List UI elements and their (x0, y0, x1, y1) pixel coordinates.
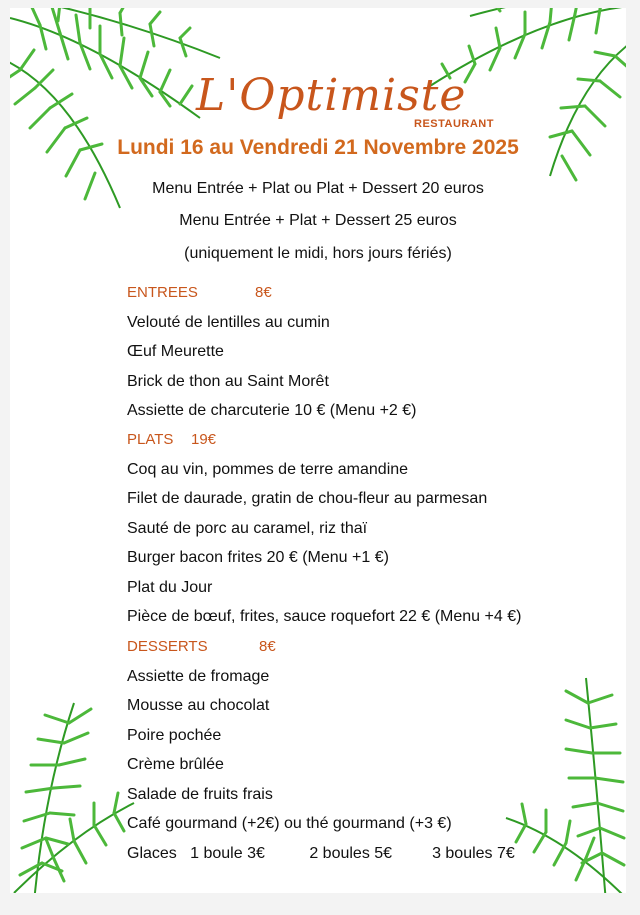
desserts-price: 8€ (259, 638, 276, 655)
dessert-item: Assiette de fromage (127, 668, 270, 685)
plats-title: PLATS (127, 431, 174, 448)
date-range-title: Lundi 16 au Vendredi 21 Novembre 2025 (117, 136, 519, 159)
dessert-item: Poire pochée (127, 727, 222, 744)
restaurant-logo (190, 70, 494, 140)
plat-item: Sauté de porc au caramel, riz thaï (127, 520, 368, 537)
plat-item: Burger bacon frites 20 € (Menu +1 €) (127, 549, 389, 566)
entree-item: Brick de thon au Saint Morêt (127, 373, 329, 390)
logo-tagline: RESTAURANT (414, 118, 494, 130)
dessert-item: Café gourmand (+2€) ou thé gourmand (+3 €) (127, 815, 452, 832)
menu-page (10, 8, 626, 893)
plats-price: 19€ (191, 431, 217, 448)
formula-2: Menu Entrée + Plat + Dessert 25 euros (179, 212, 457, 229)
plat-item: Filet de daurade, gratin de chou-fleur au parmesan (127, 490, 488, 507)
formula-note: (uniquement le midi, hors jours fériés) (184, 245, 452, 262)
dessert-item-glaces: Glaces 1 boule 3€ 2 boules 5€ 3 boules 7€ (127, 845, 515, 862)
desserts-header (127, 638, 276, 655)
plat-item: Coq au vin, pommes de terre amandine (127, 461, 409, 478)
entrees-header (127, 284, 272, 301)
palm-leaf-icon (496, 668, 626, 893)
formula-1: Menu Entrée + Plat ou Plat + Dessert 20 euros (152, 180, 484, 197)
dessert-item: Crème brûlée (127, 756, 224, 773)
entrees-title: ENTREES (127, 284, 198, 301)
plat-item: Plat du Jour (127, 579, 213, 596)
plats-header (127, 431, 217, 448)
entree-item: Œuf Meurette (127, 343, 224, 360)
desserts-title: DESSERTS (127, 638, 208, 655)
entree-item: Velouté de lentilles au cumin (127, 314, 330, 331)
logo-script: L'Optimiste (196, 70, 467, 121)
entree-item: Assiette de charcuterie 10 € (Menu +2 €) (127, 402, 417, 419)
dessert-item: Salade de fruits frais (127, 786, 273, 803)
dessert-item: Mousse au chocolat (127, 697, 270, 714)
entrees-price: 8€ (255, 284, 272, 301)
plat-item: Pièce de bœuf, frites, sauce roquefort 22 € (Menu +4 €) (127, 608, 522, 625)
